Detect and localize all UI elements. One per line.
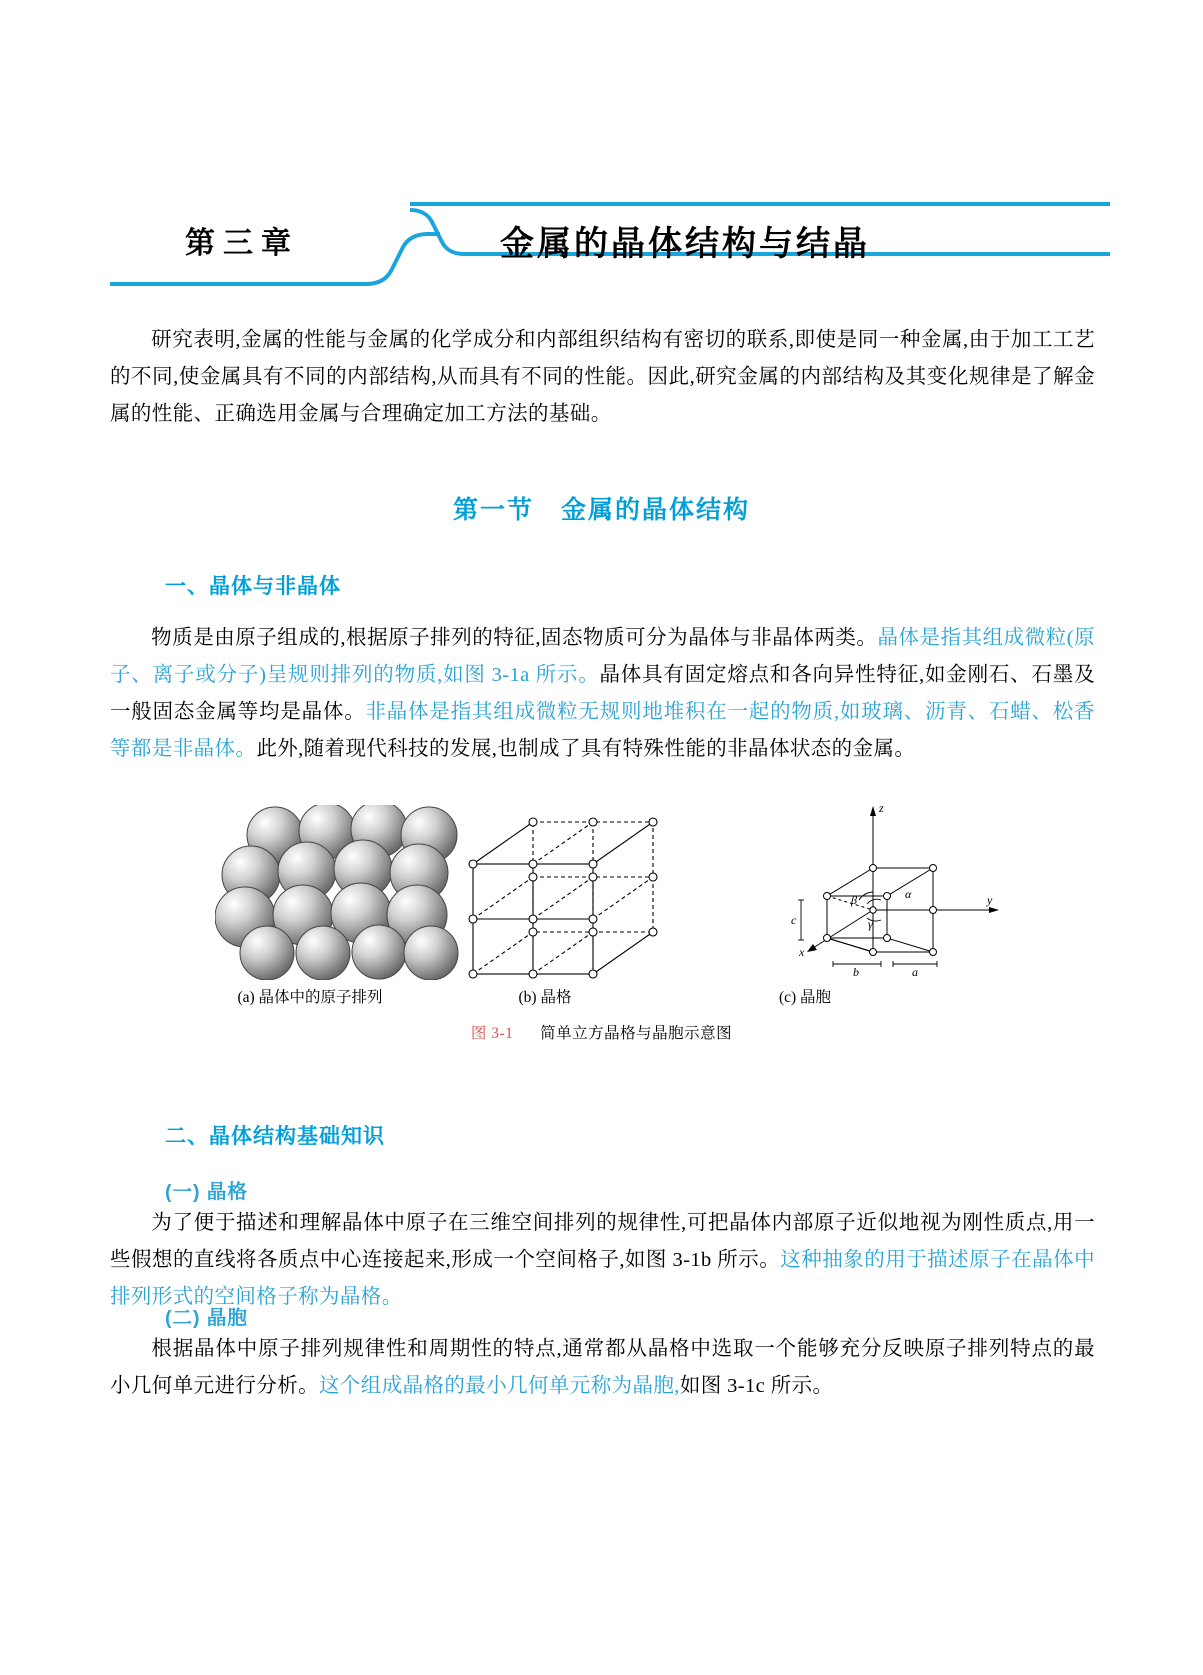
figure-subcaption-b: (b) 晶格: [518, 989, 572, 1006]
chapter-header: [110, 198, 1110, 298]
subsection-1-title: 一、晶体与非晶体: [165, 575, 341, 598]
angle-label-alpha: α: [905, 887, 912, 901]
chapter-number: 第三章: [185, 227, 299, 260]
s1-text-1: 物质是由原子组成的,根据原子排列的特征,固态物质可分为晶体与非晶体两类。: [151, 627, 878, 649]
section-1-title: 第一节 金属的晶体结构: [452, 496, 750, 524]
s1-text-2: 晶体具有固定熔点和各向异性特征,如金刚石、石墨及一般固态金属等均是晶体。: [110, 664, 1095, 723]
s2i1-text-1: 为了便于描述和理解晶体中原子在三维空间排列的规律性,可把晶体内部原子近似地视为刚性质点,用一些假想的直线将各质点中心连接起来,形成一个空间格子,如图 3-1b 所示。: [110, 1212, 1095, 1271]
s1-highlight-2: 非晶体是指其组成微粒无规则地堆积在一起的物质,如玻璃、沥青、石蜡、松香等都是非晶体。: [110, 701, 1095, 760]
dim-label-a: a: [912, 965, 918, 979]
s1-highlight-1: 晶体是指其组成微粒(原子、离子或分子)呈规则排列的物质,如图 3-1a 所示。: [110, 627, 1095, 686]
subsection-2-item-2-title: (二) 晶胞: [165, 1307, 248, 1329]
s1-text-3: 此外,随着现代科技的发展,也制成了具有特殊性能的非晶体状态的金属。: [256, 738, 916, 760]
subsection-2-title: 二、晶体结构基础知识: [165, 1125, 385, 1148]
figure-title-text: 简单立方晶格与晶胞示意图: [540, 1025, 733, 1042]
axis-label-x: x: [799, 945, 805, 959]
subsection-2-item-1-title: (一) 晶格: [165, 1181, 248, 1203]
axis-label-z: z: [879, 801, 884, 815]
figure-3-1b-lattice: [465, 812, 675, 987]
angle-label-gamma: γ: [868, 917, 873, 931]
dim-label-b: b: [853, 965, 859, 979]
figure-subcaption-c: (c) 晶胞: [778, 989, 832, 1006]
s2i2-text-1: 根据晶体中原子排列规律性和周期性的特点,通常都从晶格中选取一个能够充分反映原子排列特点的最小几何单元进行分析。: [110, 1338, 1095, 1397]
axis-label-y: y: [987, 893, 993, 907]
s2i2-highlight-1: 这个组成晶格的最小几何单元称为晶胞,: [319, 1375, 680, 1397]
subsection-1-paragraph: [110, 620, 1095, 768]
chapter-title: 金属的晶体结构与结晶: [500, 225, 870, 263]
figure-3-1a-atom-arrangement: [215, 805, 475, 980]
figure-subcaption-a: (a) 晶体中的原子排列: [237, 989, 383, 1006]
subsection-2-item-1-paragraph: [110, 1205, 1095, 1316]
figure-title: [0, 1021, 1203, 1043]
intro-text: 研究表明,金属的性能与金属的化学成分和内部组织结构有密切的联系,即使是同一种金属,由于加工工艺的不同,使金属具有不同的内部结构,从而具有不同的性能。因此,研究金属的内部结构及其变化规律是了解金属的性能、正确选用金属与合理确定加工方法的基础。: [110, 329, 1095, 425]
dim-label-c: c: [791, 913, 797, 927]
angle-label-beta: β: [851, 893, 857, 907]
s2i1-highlight-1: 这种抽象的用于描述原子在晶体中排列形式的空间格子称为晶格。: [110, 1249, 1096, 1308]
subsection-2-item-2-paragraph: [110, 1331, 1095, 1405]
s2i2-text-2: 如图 3-1c 所示。: [679, 1375, 834, 1397]
figure-number: 图 3-1: [470, 1025, 514, 1042]
figure-3-1c-unit-cell: [755, 800, 1005, 980]
intro-paragraph: [110, 322, 1095, 433]
